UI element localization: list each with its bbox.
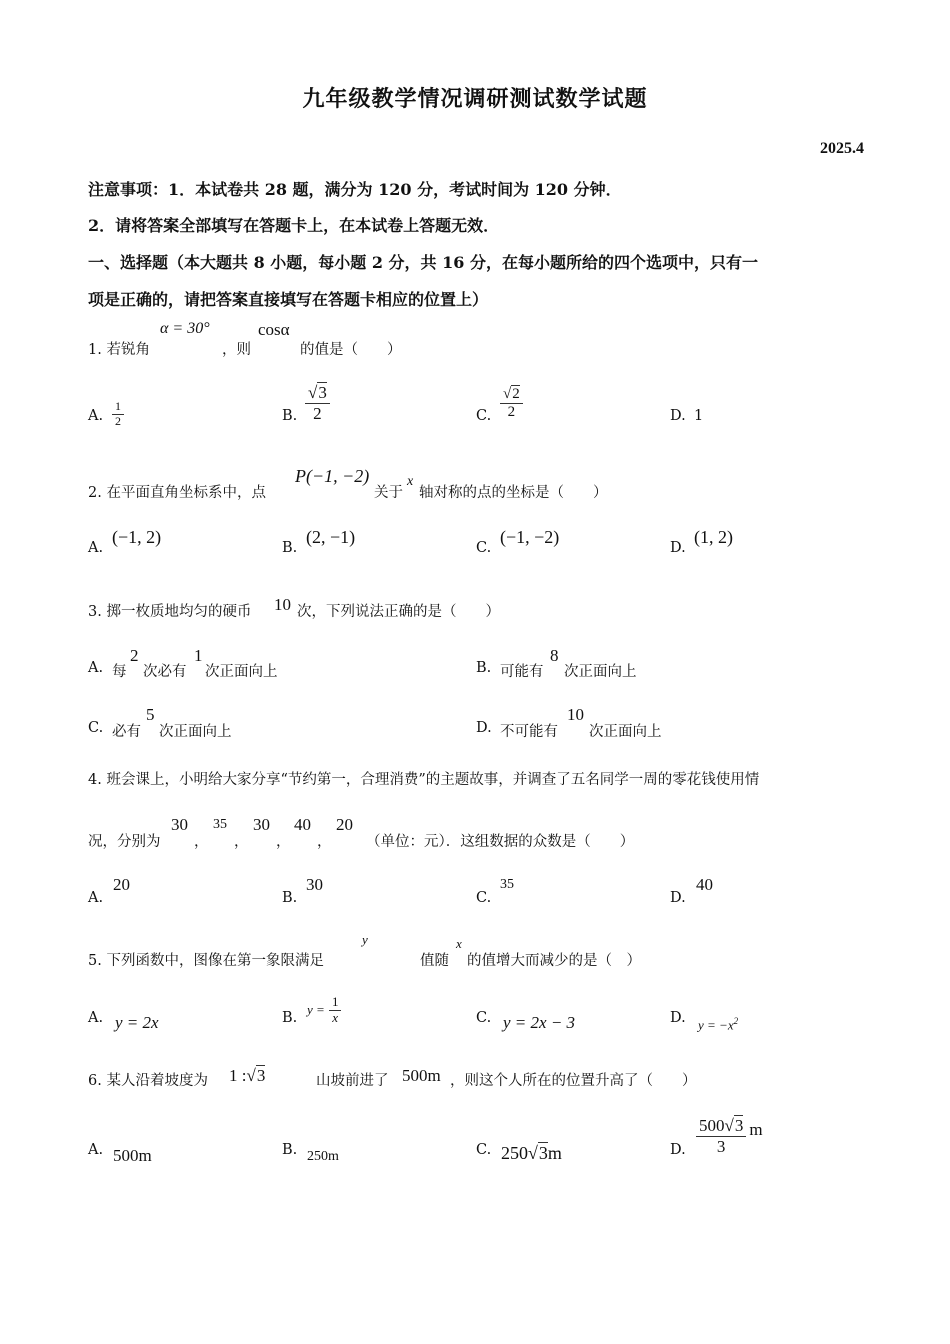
q3-option-b-number: 8 xyxy=(550,646,559,665)
q2-option-a-label: A. xyxy=(88,540,104,556)
q4-option-b-value: 30 xyxy=(306,875,323,894)
question-3-count: 10 xyxy=(274,595,291,614)
fraction-denominator: x xyxy=(332,1009,339,1025)
q5-option-c-value: y = 2x − 3 xyxy=(503,1013,576,1032)
radicand: 3 xyxy=(538,1143,548,1163)
q6-option-b-label: B. xyxy=(282,1142,298,1158)
q1-option-d-value: 1 xyxy=(694,408,704,424)
q1-option-b-value: $\frac{√3}{2}$ xyxy=(305,383,330,423)
q4-option-d-label: D. xyxy=(670,890,686,906)
q4-value-1: 30 xyxy=(171,815,188,834)
unit: m xyxy=(547,1143,562,1163)
q3-option-a-label: A. xyxy=(88,660,104,676)
q4-option-c-value: 35 xyxy=(500,877,514,892)
q1-option-a-label: A. xyxy=(88,408,104,424)
q5-option-a-value: y = 2x xyxy=(115,1013,159,1032)
fraction-numerator: 1 xyxy=(329,995,342,1011)
q4-option-d-value: 40 xyxy=(696,875,713,894)
fraction-denominator: 2 xyxy=(313,403,322,423)
question-1-stem-a: 1. 若锐角 xyxy=(88,342,150,358)
q2-option-d-label: D. xyxy=(670,540,686,556)
q4-option-c-label: C. xyxy=(476,890,492,906)
q3-option-b-text-1: 可能有 xyxy=(500,664,544,680)
question-5-stem-b: 值随 xyxy=(420,953,449,969)
section-1-line-2: 项是正确的，请把答案直接填写在答题卡相应的位置上） xyxy=(88,290,489,309)
q6-option-c-value: 250√3m xyxy=(501,1143,562,1163)
function-lhs: y = xyxy=(307,1001,325,1017)
q3-option-a-number-2: 1 xyxy=(194,646,203,665)
q4-comma-2: ， xyxy=(234,834,249,850)
question-2-point-math: P(−1, −2) xyxy=(295,466,370,486)
q1-option-d-label: D. xyxy=(670,408,686,424)
q6-option-b-value: 250m xyxy=(307,1149,339,1164)
q2-option-a-value: (−1, 2) xyxy=(112,527,162,547)
question-6-slope: 1 :√3 xyxy=(229,1066,266,1085)
question-2-stem-a: 2. 在平面直角坐标系中，点 xyxy=(88,485,266,501)
coefficient: 250 xyxy=(501,1143,528,1163)
section-1-line-1: 一、选择题（本大题共 8 小题，每小题 2 分，共 16 分，在每小题所给的四个选项中，只有一 xyxy=(88,253,758,272)
q4-comma-4: ， xyxy=(317,834,332,850)
question-6-stem-a: 6. 某人沿着坡度为 xyxy=(88,1073,208,1089)
question-1-cos-math: cosα xyxy=(258,320,290,339)
question-4-stem-b: （单位：元）．这组数据的众数是（ ） xyxy=(366,834,635,850)
q4-value-2: 35 xyxy=(213,817,227,832)
q3-option-d-text-1: 不可能有 xyxy=(500,724,558,740)
question-1-stem-c: 的值是（ ） xyxy=(300,342,402,358)
slope-ratio: 1 : xyxy=(229,1066,247,1085)
q1-option-b-label: B. xyxy=(282,408,298,424)
fraction-denominator: 2 xyxy=(507,404,516,421)
q5-option-c-label: C. xyxy=(476,1010,492,1026)
q6-option-c-label: C. xyxy=(476,1142,492,1158)
radicand: 3 xyxy=(256,1066,266,1085)
radicand: 3 xyxy=(734,1116,744,1135)
question-2-stem-c: 轴对称的点的坐标是（ ） xyxy=(419,485,608,501)
notes-line-2: 2．请将答案全部填写在答题卡上，在本试卷上答题无效． xyxy=(88,216,500,235)
q5-option-b-label: B. xyxy=(282,1010,298,1026)
fraction-denominator: 3 xyxy=(716,1136,726,1156)
q6-option-a-label: A. xyxy=(88,1142,104,1158)
q3-option-d-number: 10 xyxy=(567,705,584,724)
question-5-stem-c: 的值增大而减少的是（ ） xyxy=(467,953,641,969)
q4-option-b-label: B. xyxy=(282,890,298,906)
q5-option-d-label: D. xyxy=(670,1010,686,1026)
fraction-denominator: 2 xyxy=(115,413,121,428)
question-1-stem-b: ，则 xyxy=(222,342,251,358)
q3-option-a-number-1: 2 xyxy=(130,646,139,665)
numerator-coefficient: 500 xyxy=(699,1116,725,1135)
question-2-axis-math: x xyxy=(407,474,414,489)
exponent: 2 xyxy=(733,1016,739,1026)
q2-option-c-value: (−1, −2) xyxy=(500,527,560,547)
q1-option-c-value: $\frac{√2}{2}$ xyxy=(500,386,523,422)
q1-option-a-value xyxy=(112,400,124,429)
q3-option-a-text-1: 每 xyxy=(112,664,127,680)
q3-option-c-label: C. xyxy=(88,720,104,736)
q4-option-a-label: A. xyxy=(88,890,104,906)
q4-comma-1: ， xyxy=(194,834,209,850)
exam-date: 2025.4 xyxy=(820,140,864,157)
page-title: 九年级教学情况调研测试数学试题 xyxy=(302,86,648,112)
q4-value-4: 40 xyxy=(294,815,311,834)
q4-comma-3: ， xyxy=(276,834,291,850)
question-2-stem-b: 关于 xyxy=(374,485,403,501)
q2-option-b-value: (2, −1) xyxy=(306,527,356,547)
question-5-y-math: y xyxy=(362,932,368,947)
q3-option-d-label: D. xyxy=(476,720,492,736)
q3-option-b-text-2: 次正面向上 xyxy=(564,664,637,680)
q3-option-a-text-3: 次正面向上 xyxy=(205,664,278,680)
question-3-stem-b: 次，下列说法正确的是（ ） xyxy=(297,604,500,620)
question-5-stem-a: 5. 下列函数中，图像在第一象限满足 xyxy=(88,953,324,969)
q4-value-3: 30 xyxy=(253,815,270,834)
radicand: 2 xyxy=(512,386,520,402)
radicand: 3 xyxy=(318,383,327,402)
q2-option-d-value: (1, 2) xyxy=(694,527,733,547)
q3-option-c-text-1: 必有 xyxy=(112,724,141,740)
q5-option-d-value xyxy=(698,1016,738,1033)
fraction-numerator: 1 xyxy=(112,400,124,415)
q3-option-c-text-2: 次正面向上 xyxy=(159,724,232,740)
question-3-stem-a: 3. 掷一枚质地均匀的硬币 xyxy=(88,604,252,620)
q5-option-a-label: A. xyxy=(88,1010,104,1026)
q6-option-d-value: $\frac{500√3}{3}$ m xyxy=(696,1116,763,1156)
question-5-x-math: x xyxy=(456,936,462,951)
q1-option-c-label: C. xyxy=(476,408,492,424)
q4-option-a-value: 20 xyxy=(113,875,130,894)
q6-option-a-value: 500m xyxy=(113,1146,152,1165)
q4-value-5: 20 xyxy=(336,815,353,834)
unit: m xyxy=(749,1119,763,1139)
question-6-distance: 500m xyxy=(402,1066,441,1085)
q2-option-c-label: C. xyxy=(476,540,492,556)
question-6-stem-c: ，则这个人所在的位置升高了（ ） xyxy=(450,1073,697,1089)
q3-option-b-label: B. xyxy=(476,660,492,676)
q3-option-c-number: 5 xyxy=(146,705,155,724)
q3-option-a-text-2: 次必有 xyxy=(143,664,187,680)
q2-option-b-label: B. xyxy=(282,540,298,556)
q3-option-d-text-2: 次正面向上 xyxy=(589,724,662,740)
question-1-angle-math: α = 30° xyxy=(160,320,210,337)
notes-line-1: 注意事项：1．本试卷共 28 题，满分为 120 分，考试时间为 120 分钟． xyxy=(88,180,622,199)
question-4-line-1: 4. 班会课上，小明给大家分享“节约第一，合理消费”的主题故事，并调查了五名同学一周的零花钱使用情 xyxy=(88,772,760,788)
q6-option-d-label: D. xyxy=(670,1142,686,1158)
question-6-stem-b: 山坡前进了 xyxy=(316,1073,389,1089)
q5-option-b-value xyxy=(307,995,341,1026)
question-4-stem-a: 况，分别为 xyxy=(88,834,161,850)
function-expression: y = −x xyxy=(698,1017,734,1033)
